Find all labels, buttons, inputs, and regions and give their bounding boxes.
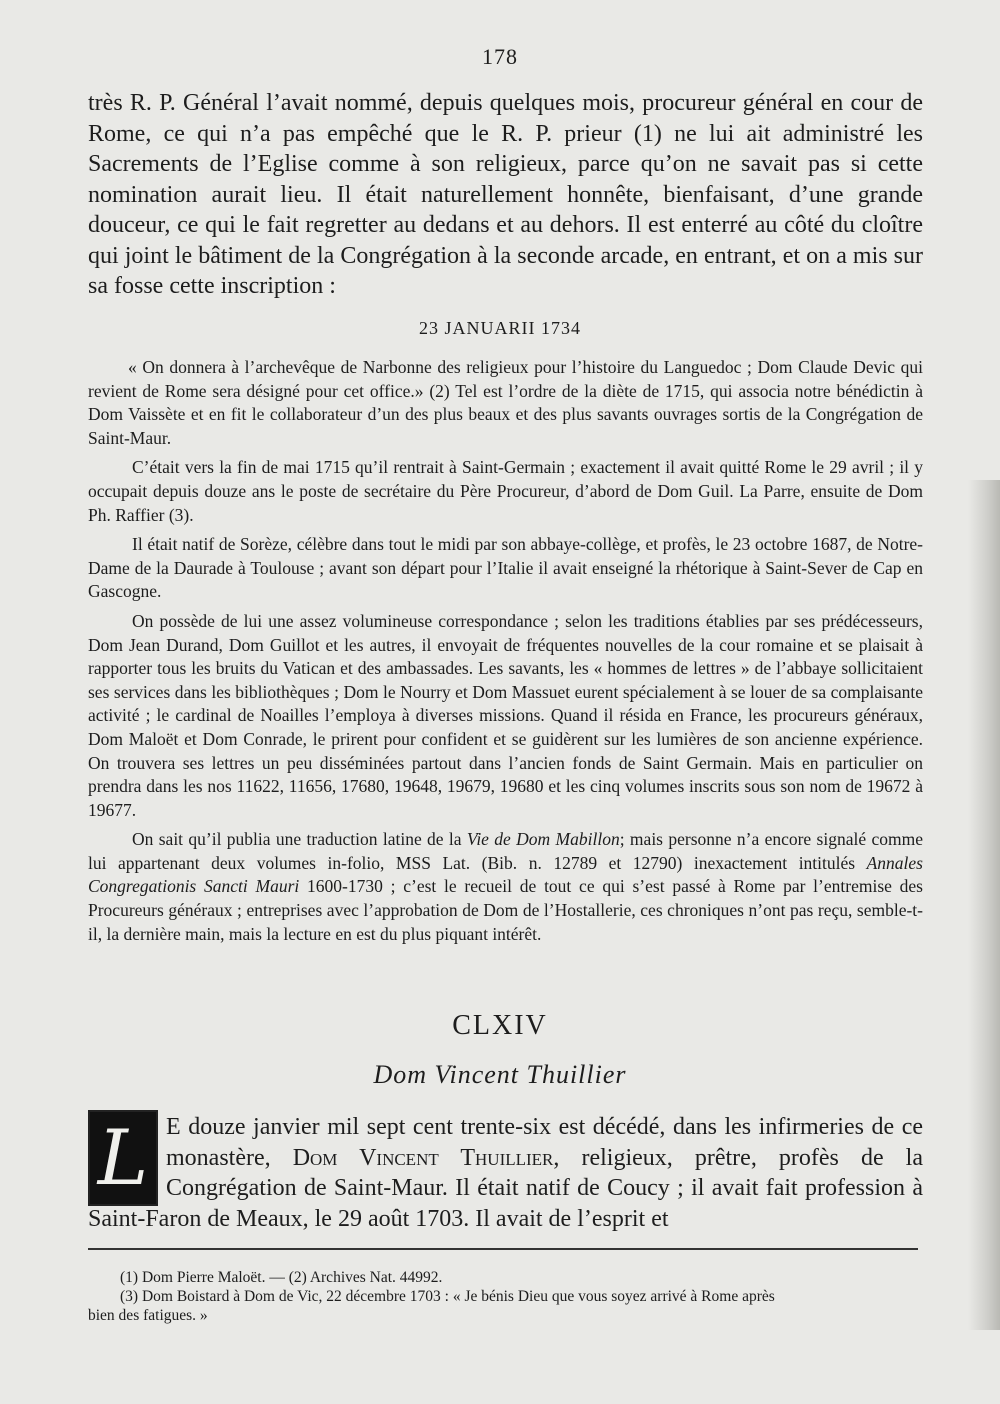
paragraph: Il était natif de Sorèze, célèbre dans tout le midi par son abbaye-collège, et profès, le 23 octobre 1687, de Notre-Dame de la Daurade à Toulouse ; avant son départ pour l’Italie il avait enseigné la rhétorique à Saint-Sever de Cap en Gascogne. bbox=[88, 534, 923, 602]
drop-cap-letter: L bbox=[97, 1113, 149, 1202]
text-run: E douze janvier mil sept cent trente-six est décédé, dans les infirmeries de ce monastère, bbox=[166, 1114, 923, 1171]
drop-cap-spacer bbox=[88, 1112, 166, 1202]
italic-title: Vie de Dom Mabillon bbox=[466, 829, 620, 850]
italic-title: Annales Congregationis Sancti Mauri bbox=[88, 852, 923, 897]
text-run: ; mais personne n’a encore signalé comme lui appartenant deux volumes in-folio, MSS Lat. (Bib. n. 12789 et 12790) inexactement intitulés bbox=[88, 829, 923, 873]
final-paragraph bbox=[88, 1112, 923, 1234]
page-number: 178 bbox=[482, 44, 518, 69]
paragraph: « On donnera à l’archevêque de Narbonne des religieux pour l’histoire du Languedoc ; Dom Claude Devic qui revient de Rome sera désigné pour cet office.» (2) Tel est l’ordre de la diète de 1715, qui associa notre bénédictin à Dom Vaissète et en fit le collaborateur d’un des plus beaux et des plus savants ouvrages sortis de la Congrégation de Saint-Maur. bbox=[88, 357, 923, 448]
section-title: Dom Vincent Thuillier bbox=[373, 1060, 627, 1089]
page-edge-shadow bbox=[968, 480, 1000, 1330]
text-run: , religieux, prêtre, profès de la Congrégation de Saint-Maur. Il était natif de Coucy ; il avait fait profession à Saint-Faron de Meaux, le 29 août 1703. Il avait de l’esprit et bbox=[88, 1144, 923, 1232]
small-text-block bbox=[88, 356, 923, 952]
paragraph-mabillon bbox=[88, 828, 923, 946]
text-run: On sait qu’il publia une traduction latine de la bbox=[132, 829, 467, 850]
paragraph: C’était vers la fin de mai 1715 qu’il rentrait à Saint-Germain ; exactement il avait quitté Rome le 29 avril ; il y occupait depuis douze ans le poste de secrétaire du Père Procureur, d’abord de Dom Guil. La Parre, ensuite de Dom Ph. Raffier (3). bbox=[88, 457, 923, 525]
person-name: Dom Vincent Thuillier bbox=[292, 1144, 554, 1171]
footnotes bbox=[88, 1268, 923, 1325]
footnote: (1) Dom Pierre Maloët. — (2) Archives Nat. 44992. bbox=[120, 1269, 443, 1286]
text-run: 1600-1730 ; c’est le recueil de tout ce qui s’est passé à Rome par l’entremise des Procureurs généraux ; entreprises avec l’approbation de Dom de l’Hostallerie, ces chroniques n’ont pas reçu, semble-t-il, la dernière main, mais la lecture en est du plus piquant intérêt. bbox=[88, 876, 923, 944]
paragraph: On possède de lui une assez volumineuse correspondance ; selon les traditions établies par ses prédécesseurs, Dom Jean Durand, Dom Guillot et les autres, il envoyait de fréquentes nouvelles de la cour romaine et se plaisait à rapporter tous les bruits du Vatican et des ambassades. Les savants, les « hommes de lettres » de l’abbaye sollicitaient ses services dans les bibliothèques ; Dom le Nourry et Dom Massuet eurent spécialement à se louer de sa complaisante activité ; le cardinal de Noailles l’employa à diverses missions. Quand il résida en France, les procureurs généraux, Dom Maloët et Dom Conrade, le prirent pour confident et se guidèrent sur les lumières de son ancienne expérience. On trouvera ses lettres un peu disséminées partout dans l’ancien fonds de Saint Germain. Mais en particulier on prendra dans les nos 11622, 11656, 17680, 19648, 19679, 19680 et les cinq volumes inscrits sous son nom de 19672 à 19677. bbox=[88, 610, 923, 820]
footnote: (3) Dom Boistard à Dom de Vic, 22 décembre 1703 : « Je bénis Dieu que vous soyez arrivé à Rome après bbox=[120, 1288, 775, 1305]
footnote-divider bbox=[88, 1248, 918, 1250]
section-number: CLXIV bbox=[452, 1010, 548, 1041]
footnote-continuation: bien des fatigues. » bbox=[88, 1307, 208, 1324]
inscription-date: 23 JANUARII 1734 bbox=[419, 318, 581, 338]
main-paragraph: très R. P. Général l’avait nommé, depuis quelques mois, procureur général en cour de Rome, ce qui n’a pas empêché que le R. P. prieur (1) ne lui ait administré les Sacrements de l’Eglise comme à son religieux, parce qu’on ne savait pas si cette nomination aurait lieu. Il était naturellement honnête, bienfaisant, d’une grande douceur, ce qui le fait regretter au dedans et au dehors. Il est enterré au côté du cloître qui joint le bâtiment de la Congrégation à la seconde arcade, en entrant, et on a mis sur sa fosse cette inscription : bbox=[88, 90, 923, 299]
